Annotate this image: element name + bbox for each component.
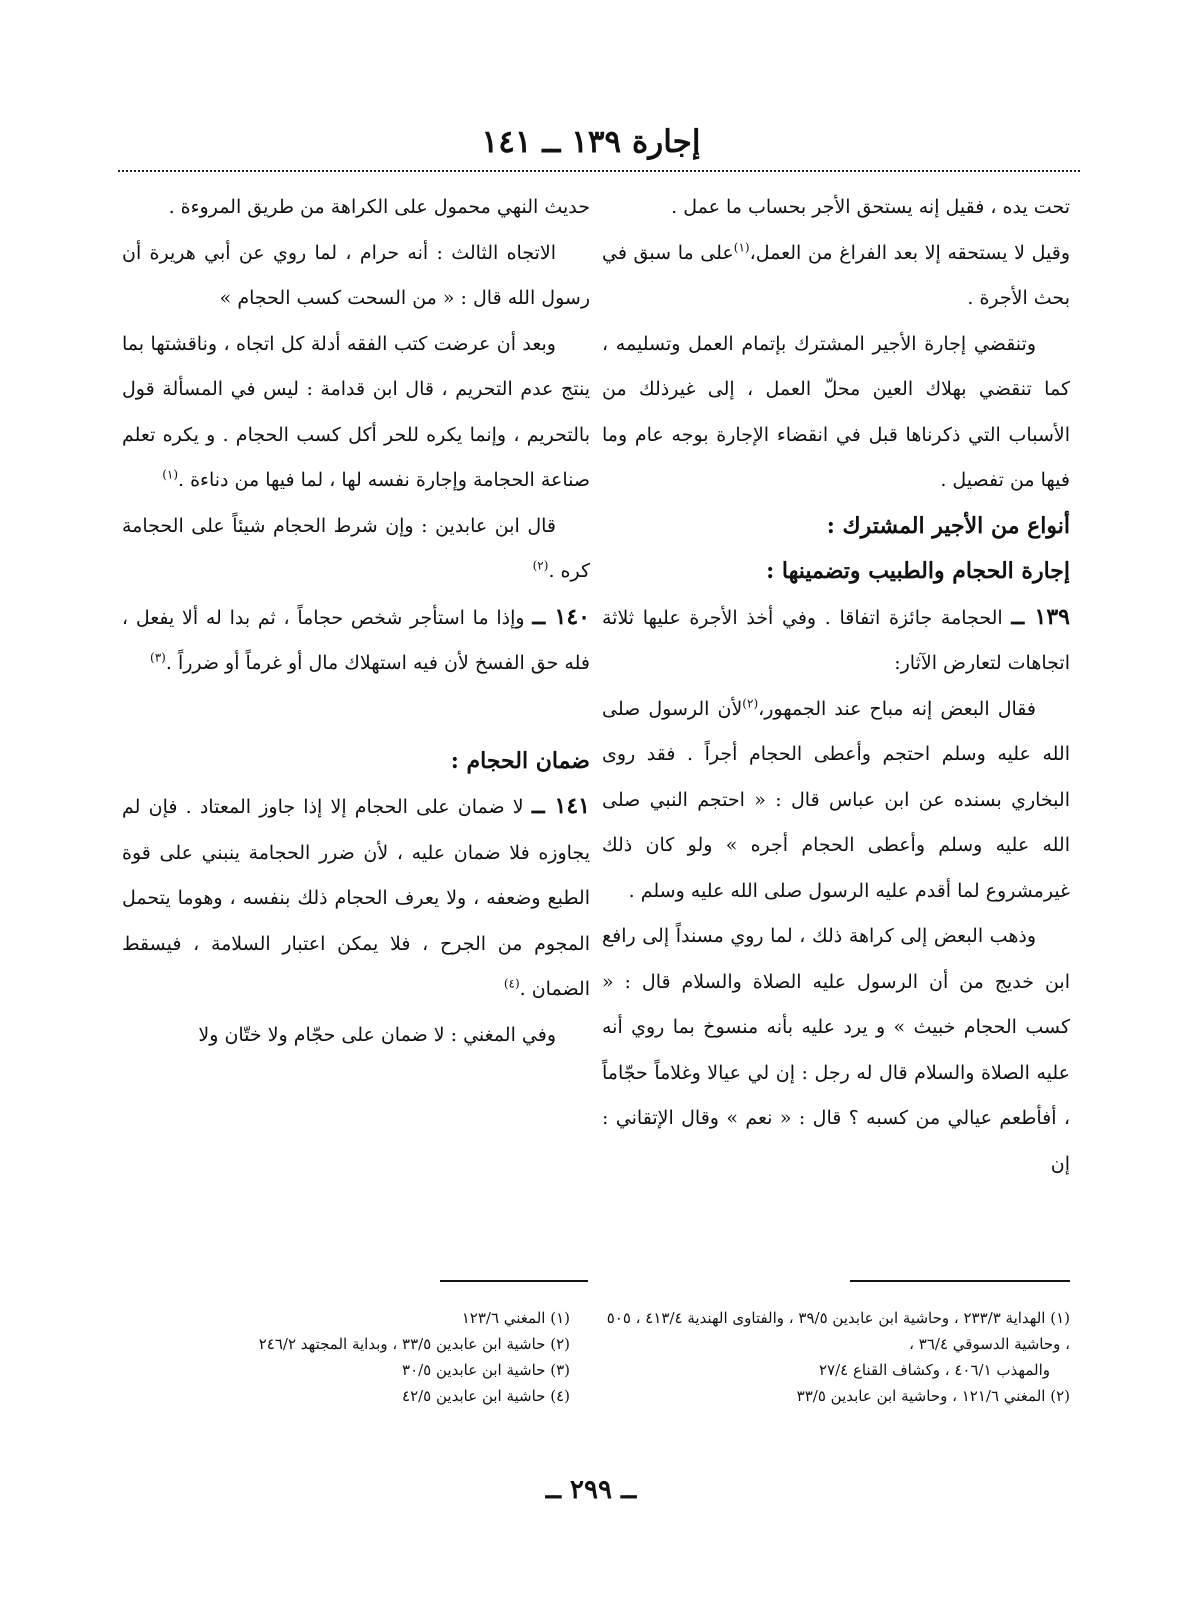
paragraph: حديث النهي محمول على الكراهة من طريق المروءة .	[168, 196, 590, 218]
section-heading: أنواع من الأجير المشترك :	[826, 512, 1070, 539]
section-number: ١٤١ ــ	[531, 793, 590, 819]
footnote-divider	[440, 1280, 588, 1282]
paragraph: تحت يده ، فقيل إنه يستحق الأجر بحساب ما عمل .	[671, 196, 1070, 218]
section-heading: إجارة الحجام والطبيب وتضمينها :	[766, 558, 1070, 584]
header-divider	[118, 170, 1080, 172]
section-number: ١٣٩ ــ	[1011, 603, 1070, 630]
footnote-ref: (٢)	[532, 558, 549, 573]
footnote: (٢) حاشية ابن عابدين ٣٣/٥ ، وبداية المجتهد ٢٤٦/٢	[258, 1335, 570, 1353]
paragraph: وذهب البعض إلى كراهة ذلك ، لما روي مسنداً إلى رافع ابن خديج من أن الرسول عليه الصلاة والسلام قال : « كسب الحجام خبيث » و يرد عليه بأنه منسوخ بما روي أنه عليه الصلاة والسلام قال له رجل : إن لي عيالا وغلاماً حجّاماً ، أفأطعم عيالي من كسبه ؟ قال : « نعم » وقال الإتقاني : إن	[602, 925, 1070, 1175]
footnote: والمهذب ٤٠٦/١ ، وكشاف القناع ٢٧/٤	[818, 1361, 1050, 1379]
page-number: ــ ٢٩٩ ــ	[545, 1475, 637, 1505]
footnote: (١) المغني ١٢٣/٦	[461, 1309, 570, 1327]
section-heading: ضمان الحجام :	[450, 747, 590, 774]
paragraph	[122, 504, 590, 595]
spacer	[122, 687, 590, 739]
paragraph	[602, 231, 1070, 322]
footnote-ref: (١)	[733, 240, 750, 255]
paragraph-text: لأن الرسول صلى الله عليه وسلم احتجم وأعطى الحجام أجراً . فقد روى البخاري بسنده عن ابن عباس قال : « احتجم النبي صلى الله عليه وسلم وأعطى الحجام أجره » ولو كان ذلك غيرمشروع لما أقدم عليه الرسول صلى الله عليه وسلم .	[602, 697, 1070, 902]
paragraph	[122, 322, 590, 504]
paragraph-text: لا ضمان على الحجام إلا إذا جاوز المعتاد . فإن لم يجاوزه فلا ضمان عليه ، لأن ضرر الحجامة ينبني على قوة الطبع وضعفه ، ولا يعرف الحجام ذلك بنفسه ، وهوما يتحمل المجوم من الجرح ، فلا يمكن اعتبار السلامة ، فيسقط الضمان .	[122, 796, 590, 1000]
paragraph-text: فقال البعض إنه مباح عند الجمهور،	[758, 697, 1036, 720]
numbered-section-140	[122, 595, 590, 687]
footnote-ref: (١)	[162, 467, 179, 482]
footnote: (٢) المغني ١٢١/٦ ، وحاشية ابن عابدين ٣٣/٥	[796, 1387, 1070, 1405]
footnote-ref: (٤)	[503, 976, 520, 991]
footnote: (١) الهداية ٢٣٣/٣ ، وحاشية ابن عابدين ٣٩/٥ ، والفتاوى الهندية ٤١٣/٤ ، ٥٠٥ ، وحاشية الدسوقي ٣٦/٤ ،	[606, 1309, 1070, 1353]
paragraph: الاتجاه الثالث : أنه حرام ، لما روي عن أبي هريرة أن رسول الله قال : « من السحت كسب الحجام »	[122, 241, 590, 309]
paragraph-text: على ما سبق في بحث الأجرة .	[602, 241, 1070, 309]
numbered-section-141	[122, 784, 590, 1013]
paragraph-text: الحجامة جائزة اتفاقا . وفي أخذ الأجرة عليها ثلاثة اتجاهات لتعارض الآثار:	[602, 606, 1070, 674]
right-column	[602, 185, 1070, 1187]
footnote-ref: (٢)	[742, 696, 759, 711]
paragraph-text: وبعد أن عرضت كتب الفقه أدلة كل اتجاه ، وناقشتها بما ينتج عدم التحريم ، قال ابن قدامة : ليس في المسألة قول بالتحريم ، وإنما يكره للحر أكل كسب الحجام . و يكره تعلم صناعة الحجامة وإجارة نفسه لها ، لما فيها من دناءة .	[122, 332, 590, 491]
footnotes-right	[602, 1305, 1070, 1409]
footnote: (٤) حاشية ابن عابدين ٤٢/٥	[402, 1387, 570, 1405]
paragraph-text: وقيل لا يستحقه إلا بعد الفراغ من العمل،	[749, 241, 1070, 264]
numbered-section-139	[602, 595, 1070, 687]
paragraph: وتنقضي إجارة الأجير المشترك بإتمام العمل وتسليمه ، كما تنقضي بهلاك العين محلّ العمل ، إلى غيرذلك من الأسباب التي ذكرناها قبل في انقضاء الإجارة بوجه عام وما فيها من تفصيل .	[602, 332, 1070, 491]
footnotes-left	[110, 1305, 570, 1409]
paragraph	[602, 687, 1070, 915]
footnote: (٣) حاشية ابن عابدين ٣٠/٥	[402, 1361, 570, 1379]
section-number: ١٤٠ ــ	[532, 603, 590, 630]
page-header: إجارة ١٣٩ ــ ١٤١	[481, 124, 701, 160]
paragraph-text: قال ابن عابدين : وإن شرط الحجام شيئاً على الحجامة كره .	[122, 514, 590, 582]
left-column	[122, 185, 590, 1058]
footnote-ref: (٣)	[150, 650, 166, 665]
paragraph-text: وإذا ما استأجر شخص حجاماً ، ثم بدا له ألا يفعل ، فله حق الفسخ لأن فيه استهلاك مال أو غرماً أو ضرراً .	[122, 606, 590, 674]
paragraph: وفي المغني : لا ضمان على حجّام ولا ختّان ولا	[198, 1023, 556, 1046]
footnote-divider	[850, 1280, 1070, 1282]
